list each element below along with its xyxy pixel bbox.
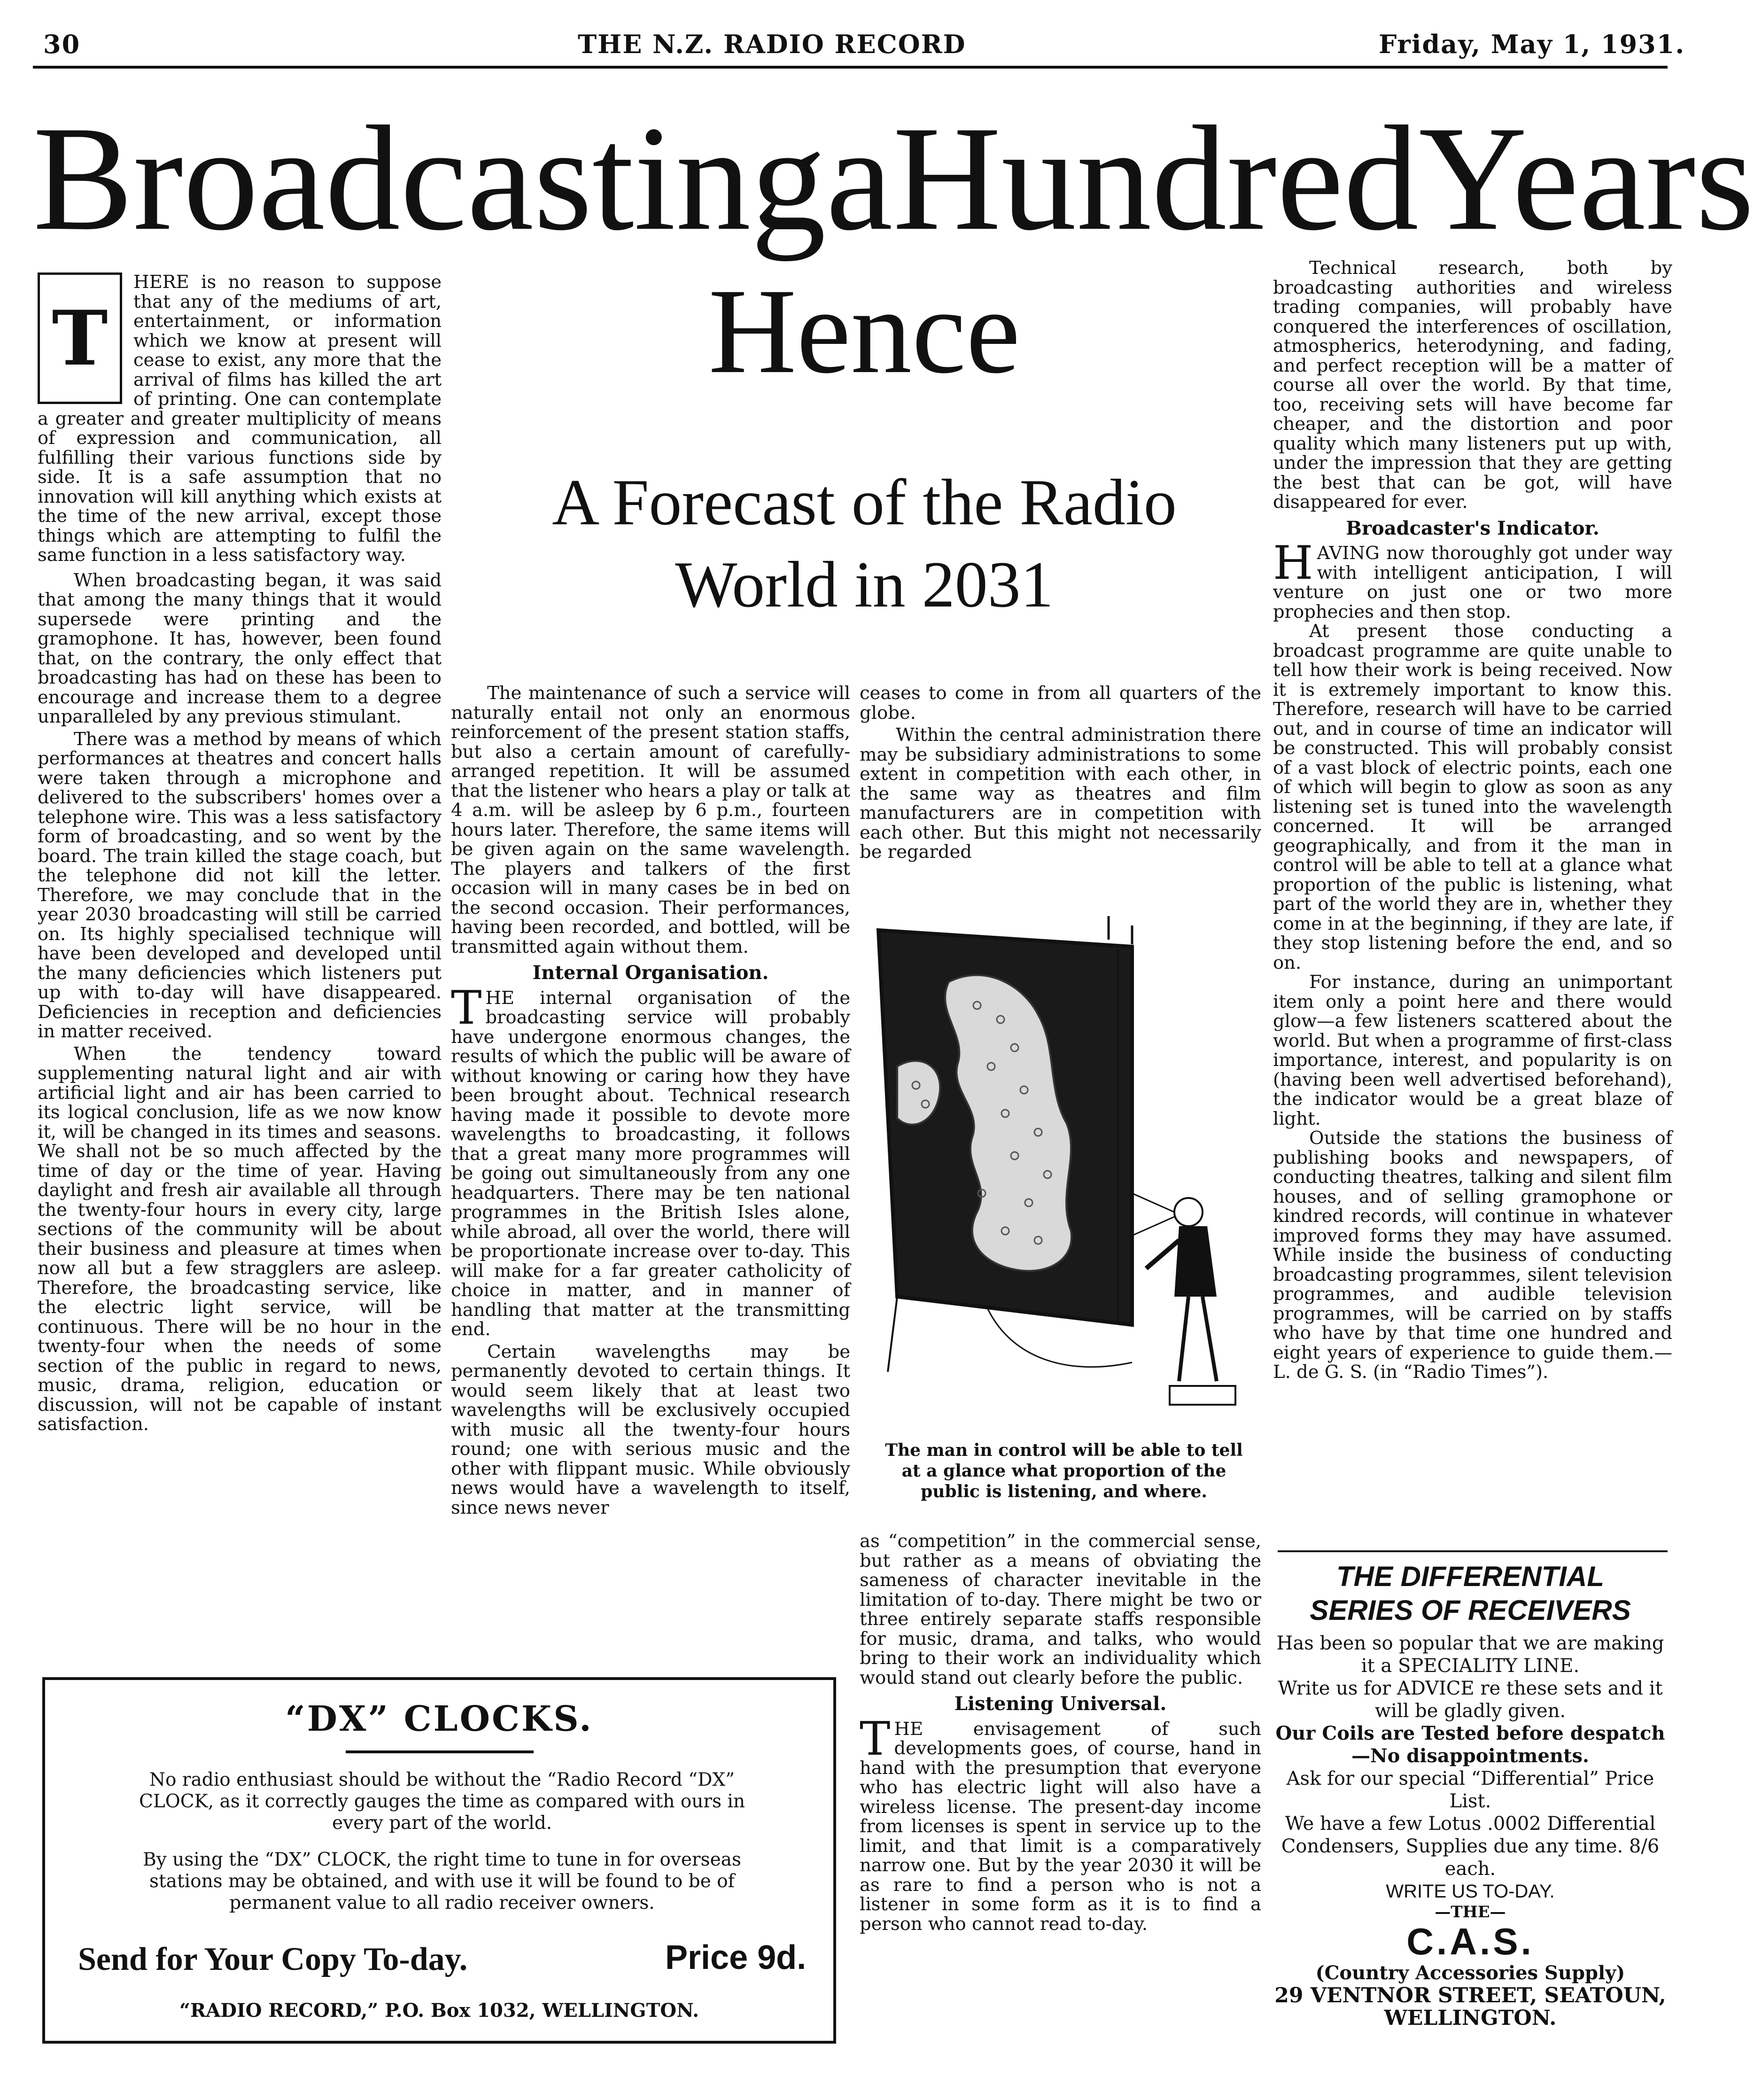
page-number: 30 bbox=[43, 29, 81, 59]
headline-word: Broadcasting bbox=[33, 95, 826, 262]
ad-title: SERIES OF RECEIVERS bbox=[1310, 1594, 1631, 1626]
subhead-line1: A Forecast of the Radio bbox=[552, 466, 1177, 539]
illustration-caption: The man in control will be able to tell at a glance what proportion of the public is listening, and where. bbox=[885, 1440, 1243, 1501]
ad-line: WELLINGTON. bbox=[1384, 2006, 1557, 2030]
indicator-illustration bbox=[869, 911, 1264, 1428]
ad-line: (Country Accessories Supply) bbox=[1315, 1962, 1625, 1984]
section-heading: Listening Universal. bbox=[954, 1693, 1167, 1715]
section-heading: Internal Organisation. bbox=[532, 962, 769, 984]
article-paragraph: The maintenance of such a service will naturally entail not only an enormous reinforcement of the present station staffs, but also a certain amount of carefully-arranged repetition. It will be assumed that the listener who hears a play or talk at 4 a.m. will be asleep by 6 p.m., fourteen hours later. Therefore, the same items will be given again on the same wavelength. The players and talkers of the first occasion will in many cases be in bed on the second occasion. Their performances, having been recorded, and bottled, will be transmitted again without them. bbox=[451, 683, 850, 957]
article-column-4 bbox=[1273, 258, 1672, 1560]
article-column-3-top bbox=[860, 684, 1261, 881]
ad-title: THE DIFFERENTIAL bbox=[1336, 1561, 1604, 1592]
masthead-rule bbox=[33, 66, 1668, 69]
headline-word: Hundred bbox=[893, 95, 1419, 262]
article-paragraph: Within the central administration there may be subsidiary administrations to some extent in competition with each other, in the same way as theatres and film manufacturers are in competition with each other. But this might not necessarily be regarded bbox=[860, 724, 1261, 863]
section-heading: Broadcaster's Indicator. bbox=[1346, 517, 1599, 539]
article-column-3-bottom bbox=[860, 1532, 1261, 2058]
article-paragraph: THE envisagement of such developments goes, of course, hand in hand with the presumption that everyone who has electric light will also have a wireless license. The present-day income from licenses is spent in service up to the limit, and that limit is a comparatively narrow one. But by the year 2030 it will be as rare to find a person who is not a listener in some form as it is to find a person who cannot read to-day. bbox=[860, 1712, 1261, 1935]
subhead-line2: World in 2031 bbox=[675, 548, 1054, 621]
ad-price: Price 9d. bbox=[665, 1939, 807, 1976]
ad-separator-rule bbox=[1278, 1550, 1668, 1552]
article-column-2 bbox=[451, 684, 850, 1656]
article-paragraph: Outside the stations the business of publishing books and newspapers, of conducting theatres, talking and silent film houses, and of selling gramophone or kindred records, will continue in whatever improved forms they may have assumed. While inside the business of conducting broadcasting programmes, silent television programmes, and audible television programmes, will be carried on by staffs who have by that time one hundred and eight years of experience to guide them.—L. de G. S. (in “Radio Times”). bbox=[1273, 1128, 1672, 1383]
ad-line: Our Coils are Tested before despatch —No disappointments. bbox=[1275, 1722, 1665, 1767]
headline bbox=[33, 89, 1754, 268]
ad-paragraph: By using the “DX” CLOCK, the right time to tune in for overseas stations may be obtained, and with use it will be found to be of permanent value to all radio receiver owners. bbox=[143, 1849, 741, 1913]
article-paragraph: There was a method by means of which performances at theatres and concert halls were taken through a microphone and delivered to the subscribers' homes over a telephone wire. This was a less satisfactory form of broadcasting, and so went by the board. The train killed the stage coach, but the telephone did not kill the letter. Therefore, we may conclude that in the year 2030 broadcasting will still be carried on. Its highly specialised technique will have been developed and developed until the many deficiencies which listeners put up with to-day will have disappeared. Deficiencies in reception and deficiencies in matter received. bbox=[38, 728, 442, 1042]
publication-title: THE N.Z. RADIO RECORD bbox=[578, 29, 966, 59]
headline-word: a bbox=[826, 95, 893, 262]
drop-cap: T bbox=[451, 981, 482, 1035]
headline-word: Years bbox=[1419, 95, 1754, 262]
article-paragraph: Technical research, both by broadcasting authorities and wireless trading companies, will probably have conquered the interferences of oscillation, atmospherics, heterodyning, and fading, and perfect reception will be a matter of course all over the world. By that time, too, receiving sets will have become far cheaper, and the distortion and poor quality which many listeners put up with, under the impression that they are getting the best that can be got, will have disappeared for ever. bbox=[1273, 257, 1672, 513]
cas-advertisement bbox=[1268, 1560, 1672, 2030]
ad-call-to-action: Send for Your Copy To-day. bbox=[78, 1941, 468, 1977]
article-paragraph: THE internal organisation of the broadcasting service will probably have undergone enormous changes, the results of which the public will be aware of without knowing or caring how they have been brought about. Technical research having made it possible to devote more wavelengths to broadcasting, it follows that a great many more programmes will be going out simultaneously from any one headquarters. There may be ten national programmes in the British Isles alone, while abroad, all over the world, there will be proportionate increase over to-day. This will make for a far greater catholicity of choice in matter, and in manner of handling that matter at the transmitting end. bbox=[451, 981, 850, 1340]
ad-line: We have a few Lotus .0002 Differential Condensers, Supplies due any time. 8/6 each. bbox=[1281, 1813, 1660, 1880]
ad-line: Has been so popular that we are making it a SPECIALITY LINE. bbox=[1276, 1633, 1664, 1677]
article-paragraph: HERE is no reason to suppose that any of the mediums of art, entertainment, or information which we know at present will cease to exist, any more that the arrival of films has killed the art of printing. One can contemplate a greater and greater multiplicity of means of expression and communication, all fulfilling their various functions side by side. It is a safe assumption that no innovation will kill anything which exists at the time of the new arrival, except those things which are attempting to fulfil the same function in a less satisfactory way. bbox=[38, 272, 442, 566]
drop-cap: H bbox=[1273, 537, 1313, 590]
ornamental-initial: T bbox=[38, 272, 122, 404]
article-paragraph: At present those conducting a broadcast programme are quite unable to tell how their work is being received. Now it is extremely important to know this. Therefore, research will have to be carried out, and in course of time an indicator will be constructed. This will probably consist of a vast block of electric points, each one of which will begin to glow as soon as any listening set is tuned into the wavelength concerned. It will be arranged geographically, and from it the man in control will be able to tell at a glance what proportion of the public is listening, what part of the world they are in, whether they come in at the beginning, if they are late, if they stop listening before the end, and so on. bbox=[1273, 621, 1672, 973]
article-paragraph: When broadcasting began, it was said that among the many things that it would supersede were printing and the gramophone. It has, however, been found that, on the contrary, the only effect that broadcasting has had on these has been to encourage and increase them to a degree unparalleled by any previous stimulant. bbox=[38, 569, 442, 727]
issue-date: Friday, May 1, 1931. bbox=[1379, 29, 1685, 59]
ad-paragraph: No radio enthusiast should be without the “Radio Record “DX” CLOCK, as it correctly gauges the time as compared with ours in every part of the world. bbox=[139, 1769, 745, 1834]
ad-title-rule bbox=[346, 1750, 534, 1753]
ad-line: 29 VENTNOR STREET, SEATOUN, bbox=[1274, 1983, 1666, 2007]
ad-line: WRITE US TO-DAY. bbox=[1386, 1881, 1555, 1902]
article-column-1 bbox=[38, 272, 442, 1654]
dx-clocks-advertisement bbox=[42, 1677, 836, 2044]
cas-brand: C.A.S. bbox=[1406, 1921, 1534, 1962]
article-paragraph: For instance, during an unimportant item only a point here and there would glow—a few listeners scattered about the world. But when a programme of first-class importance, interest, and popularity is on (having been well advertised beforehand), the indicator would be a great blaze of light. bbox=[1273, 972, 1672, 1129]
article-paragraph: as “competition” in the commercial sense, but rather as a means of obviating the sameness of character inevitable in the limitation of to-day. There might be two or three entirely separate staffs responsible for music, drama, and talks, who would bring to their work an individuality which would stand out clearly before the public. bbox=[860, 1531, 1261, 1688]
article-paragraph: When the tendency toward supplementing natural light and air with artificial light and air has been carried to its logical conclusion, life as we now know it, will be changed in its times and seasons. We shall not be so much affected by the time of day or the time of year. Having daylight and fresh air available all through the twenty-four hours in every city, large sections of the community will be about their business and pleasure at times when now all but a few stragglers are asleep. Therefore, the broadcasting service, like the electric light service, will be continuous. There will be no hour in the twenty-four when the needs of some section of the public in regard to news, music, drama, religion, education or discussion, will not be capable of instant satisfaction. bbox=[38, 1043, 442, 1435]
article-paragraph: HAVING now thoroughly got under way with intelligent anticipation, I will venture on just one or two more prophecies and then stop. bbox=[1273, 537, 1672, 622]
ad-line: Ask for our special “Differential” Price List. bbox=[1286, 1768, 1654, 1812]
headline-line2: Hence bbox=[708, 264, 1020, 399]
ad-line: Write us for ADVICE re these sets and it will be gladly given. bbox=[1278, 1678, 1663, 1722]
ad-title: “DX” CLOCKS. bbox=[285, 1699, 593, 1739]
article-paragraph: ceases to come in from all quarters of the globe. bbox=[860, 683, 1261, 723]
ad-address: “RADIO RECORD,” P.O. Box 1032, WELLINGTON. bbox=[179, 1999, 699, 2022]
drop-cap: T bbox=[860, 1712, 891, 1766]
ad-line: —THE— bbox=[1435, 1903, 1506, 1921]
article-paragraph: Certain wavelengths may be permanently devoted to certain things. It would seem likely that at least two wavelengths will be exclusively occupied with music all the twenty-four hours round; one with serious music and the other with flippant music. While obviously news would have a wavelength to itself, since news never bbox=[451, 1341, 850, 1518]
